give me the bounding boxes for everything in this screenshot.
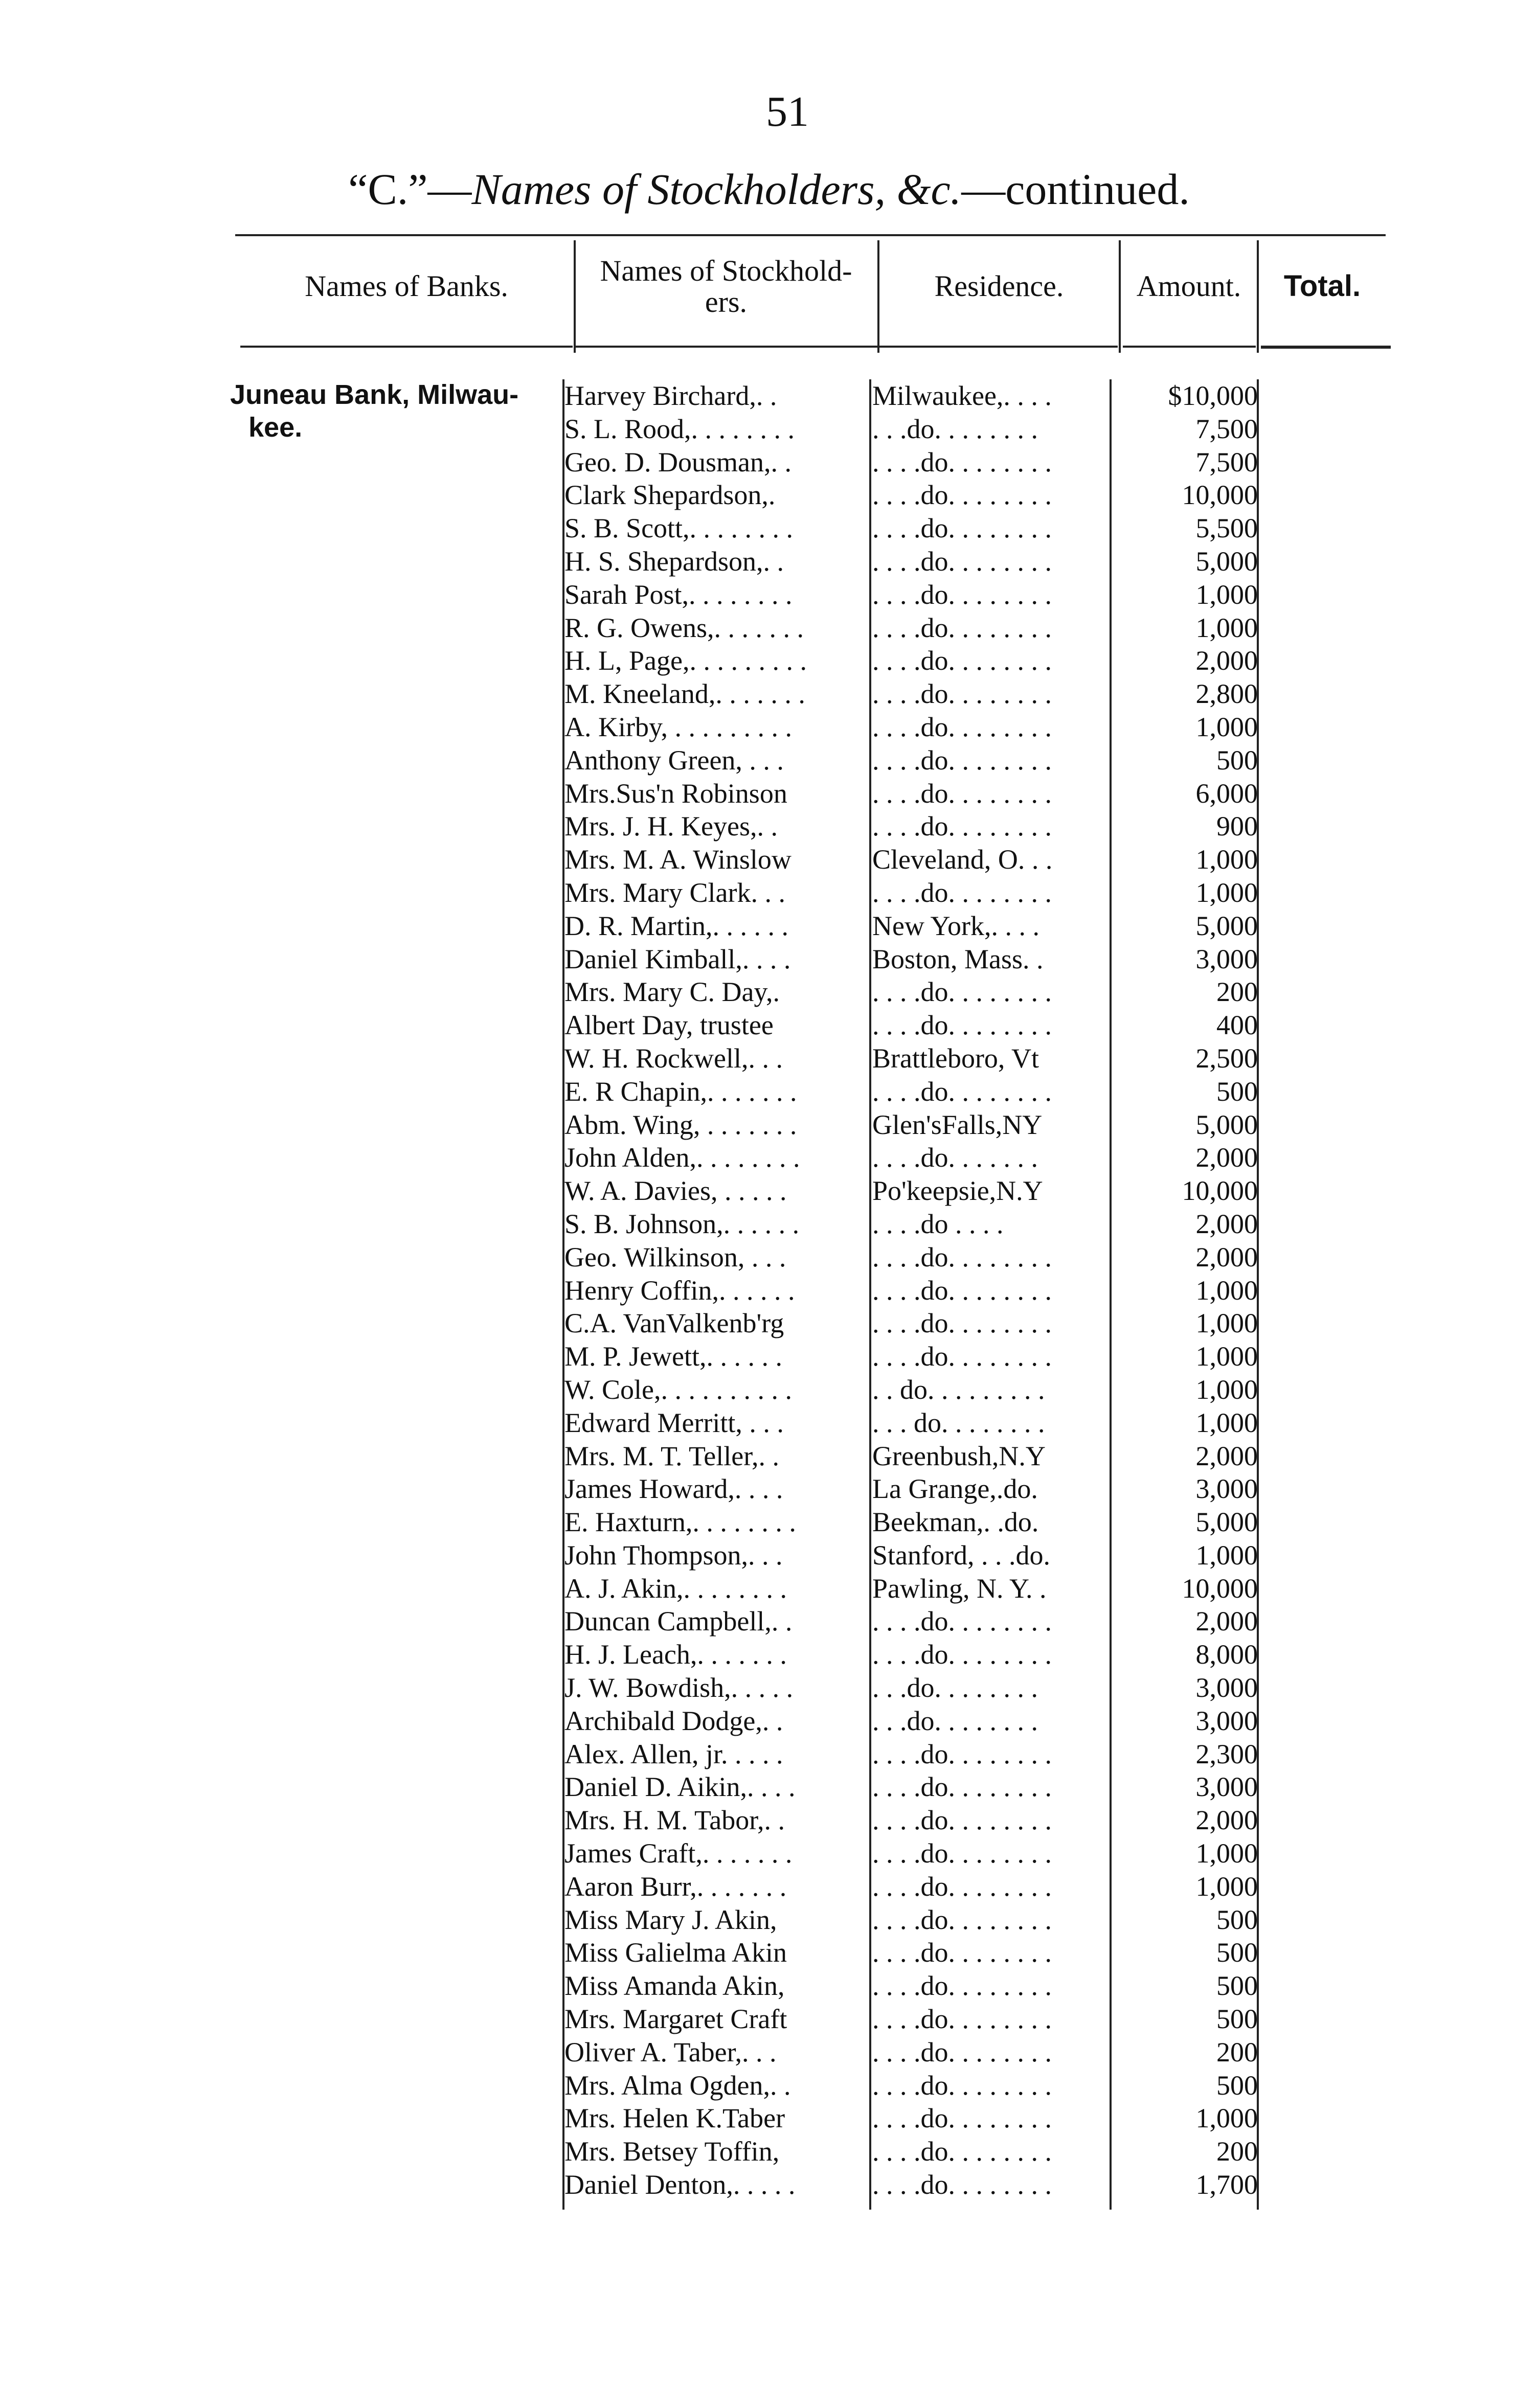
amount-cell: 1,000	[1195, 1308, 1258, 1339]
residence-cell: . . . .do. . . . . . . .	[872, 778, 1052, 809]
stockholder-name: Mrs. J. H. Keyes,. .	[564, 811, 778, 842]
residence-cell: . . . do. . . . . . . .	[872, 1407, 1045, 1438]
residence-cell: . . . .do. . . . . . . .	[872, 1308, 1052, 1339]
stockholder-name: Miss Galielma Akin	[564, 1937, 787, 1968]
residence-cell: . . . .do. . . . . . . .	[872, 480, 1052, 511]
amount-cell: 1,000	[1195, 2103, 1258, 2134]
table-row	[0, 1174, 1538, 1208]
table-row	[0, 2135, 1538, 2168]
table-row	[0, 1738, 1538, 1771]
residence-cell: Beekman,. .do.	[872, 1507, 1039, 1538]
stockholder-name: H. S. Shepardson,. .	[564, 546, 784, 577]
stockholder-name: W. A. Davies, . . . . .	[564, 1175, 787, 1207]
table-row	[0, 1307, 1538, 1340]
stockholder-name: H. L, Page,. . . . . . . . .	[564, 645, 807, 676]
table-row	[0, 1208, 1538, 1241]
amount-cell: 1,000	[1195, 1275, 1258, 1306]
amount-cell: 1,000	[1195, 1407, 1258, 1438]
amount-cell: 10,000	[1182, 1175, 1258, 1207]
amount-cell: 1,000	[1195, 877, 1258, 908]
table-row	[0, 1274, 1538, 1307]
amount-cell: $10,000	[1168, 380, 1258, 411]
table-row	[0, 1506, 1538, 1539]
table-row	[0, 677, 1538, 711]
residence-cell: Pawling, N. Y. .	[872, 1573, 1047, 1604]
divider-bank-name	[574, 240, 576, 353]
page-number: 51	[766, 88, 809, 135]
stockholder-name: Abm. Wing, . . . . . . .	[564, 1109, 797, 1140]
stockholder-name: R. G. Owens,. . . . . . .	[564, 612, 804, 643]
table-row	[0, 1671, 1538, 1705]
stockholder-name: Anthony Green, . . .	[564, 744, 784, 776]
amount-cell: 2,800	[1195, 678, 1258, 710]
table-row	[0, 876, 1538, 910]
stockholder-name: Duncan Campbell,. .	[564, 1606, 793, 1637]
header-rule-middle	[576, 346, 1118, 348]
stockholder-name: Albert Day, trustee	[564, 1010, 774, 1041]
heading-prefix: “C.”—	[348, 165, 472, 214]
residence-cell: . . . .do. . . . . . . .	[872, 1838, 1052, 1869]
amount-cell: 1,000	[1195, 844, 1258, 875]
residence-cell: . . . .do. . . . . . . .	[872, 1341, 1052, 1372]
stockholder-name: Mrs.Sus'n Robinson	[564, 778, 787, 809]
stockholder-name: Mrs. M. A. Winslow	[564, 844, 791, 875]
stockholder-name: M. Kneeland,. . . . . . .	[564, 678, 805, 710]
amount-cell: 2,000	[1195, 1142, 1258, 1173]
table-row	[0, 2003, 1538, 2036]
residence-cell: La Grange,.do.	[872, 1473, 1038, 1505]
stockholder-name: Geo. Wilkinson, . . .	[564, 1241, 786, 1273]
column-header-stockholders	[578, 256, 874, 318]
table-row	[0, 943, 1538, 976]
divider-name-residence	[877, 240, 879, 353]
stockholder-name: Mrs. Mary Clark. . .	[564, 877, 785, 908]
stockholder-name: Mrs. H. M. Tabor,. .	[564, 1805, 785, 1836]
stockholder-name: S. L. Rood,. . . . . . . .	[564, 413, 795, 444]
residence-cell: . . . .do. . . . . . . .	[872, 811, 1052, 842]
amount-cell: 2,000	[1195, 1606, 1258, 1637]
amount-cell: 1,700	[1195, 2169, 1258, 2200]
table-row	[0, 910, 1538, 943]
residence-cell: . . . .do. . . . . . . .	[872, 2169, 1052, 2200]
residence-cell: . . . .do. . . . . . . .	[872, 744, 1052, 776]
residence-cell: Po'keepsie,N.Y	[872, 1175, 1043, 1207]
residence-cell: . . .do. . . . . . . .	[872, 413, 1038, 444]
stockholder-name: Mrs. Alma Ogden,. .	[564, 2070, 791, 2101]
stockholder-name: D. R. Martin,. . . . . .	[564, 910, 788, 941]
residence-cell: Stanford, . . .do.	[872, 1539, 1050, 1571]
residence-cell: . . . .do. . . . . . . .	[872, 446, 1052, 478]
column-header-banks: Names of Banks.	[305, 269, 508, 303]
header-rule-amount	[1123, 346, 1256, 348]
amount-cell: 6,000	[1195, 778, 1258, 809]
amount-cell: 1,000	[1195, 1341, 1258, 1372]
table-row	[0, 2036, 1538, 2069]
amount-cell: 1,000	[1195, 1838, 1258, 1869]
amount-cell: 5,000	[1195, 1507, 1258, 1538]
table-row	[0, 1903, 1538, 1937]
amount-cell: 1,000	[1195, 612, 1258, 643]
stockholder-name: John Alden,. . . . . . . .	[564, 1142, 800, 1173]
stockholder-name: S. B. Scott,. . . . . . . .	[564, 513, 794, 544]
stockholder-name: M. P. Jewett,. . . . . .	[564, 1341, 783, 1372]
table-row	[0, 1804, 1538, 1837]
residence-cell: Brattleboro, Vt	[872, 1042, 1039, 1074]
residence-cell: Glen'sFalls,NY	[872, 1109, 1043, 1140]
bank-name-line2: kee.	[248, 412, 303, 443]
residence-cell: . . . .do. . . . . . . .	[872, 976, 1052, 1008]
table-row	[0, 1572, 1538, 1605]
amount-cell: 10,000	[1182, 1573, 1258, 1604]
table-row	[0, 1241, 1538, 1274]
column-header-residence: Residence.	[934, 269, 1064, 303]
amount-cell: 2,000	[1195, 1208, 1258, 1239]
residence-cell: . . . .do. . . . . . . .	[872, 1871, 1052, 1902]
stockholder-table	[0, 379, 1538, 2201]
table-row	[0, 446, 1538, 479]
residence-cell: . . . .do. . . . . . . .	[872, 1275, 1052, 1306]
table-row	[0, 1770, 1538, 1804]
stockholder-name: Mrs. Betsey Toffin,	[564, 2136, 780, 2167]
table-row	[0, 1969, 1538, 2003]
heading-title: Names of Stockholders, &c.	[471, 165, 962, 214]
stockholder-name: A. Kirby, . . . . . . . . .	[564, 711, 792, 742]
stockholder-name: Mrs. Helen K.Taber	[564, 2103, 785, 2134]
residence-cell: . . .do. . . . . . . .	[872, 1672, 1038, 1703]
table-row	[0, 1373, 1538, 1406]
residence-cell: . . . .do. . . . . . . .	[872, 1639, 1052, 1670]
column-header-stockholders-line2: ers.	[705, 285, 748, 319]
stockholder-name: W. Cole,. . . . . . . . . .	[564, 1374, 792, 1405]
stockholder-name: Clark Shepardson,.	[564, 480, 776, 511]
residence-cell: . . . .do. . . . . . . .	[872, 1771, 1052, 1803]
residence-cell: . . . .do. . . . . . . .	[872, 612, 1052, 643]
amount-cell: 8,000	[1195, 1639, 1258, 1670]
stockholder-name: Harvey Birchard,. .	[564, 380, 777, 411]
amount-cell: 2,300	[1195, 1738, 1258, 1769]
stockholder-name: Daniel Denton,. . . . .	[564, 2169, 796, 2200]
residence-cell: . . . .do. . . . . . . .	[872, 1970, 1052, 2002]
residence-cell: . . . .do. . . . . . . .	[872, 1010, 1052, 1041]
stockholder-name: Miss Amanda Akin,	[564, 1970, 785, 2002]
column-header-total: Total.	[1283, 269, 1361, 303]
amount-cell: 3,000	[1195, 1473, 1258, 1505]
table-row	[0, 1605, 1538, 1638]
table-row	[0, 1009, 1538, 1042]
residence-cell: Boston, Mass. .	[872, 943, 1044, 974]
heading-suffix: —continued.	[961, 165, 1190, 214]
amount-cell: 1,000	[1195, 1374, 1258, 1405]
stockholder-name: A. J. Akin,. . . . . . . .	[564, 1573, 787, 1604]
amount-cell: 400	[1216, 1010, 1258, 1041]
residence-cell: Milwaukee,. . . .	[872, 380, 1052, 411]
table-row	[0, 744, 1538, 777]
table-row	[0, 1870, 1538, 1903]
table-row	[0, 777, 1538, 810]
table-row	[0, 1539, 1538, 1572]
amount-cell: 500	[1216, 1937, 1258, 1968]
table-row	[0, 1406, 1538, 1440]
amount-cell: 10,000	[1182, 480, 1258, 511]
stockholder-name: S. B. Johnson,. . . . . .	[564, 1208, 800, 1239]
column-header-amount: Amount.	[1136, 269, 1241, 303]
table-row	[0, 1472, 1538, 1506]
residence-cell: . . . .do. . . . . . . .	[872, 1904, 1052, 1935]
stockholder-name: Alex. Allen, jr. . . . .	[564, 1738, 783, 1769]
residence-cell: . . . .do. . . . . . . .	[872, 645, 1052, 676]
table-row	[0, 1042, 1538, 1075]
table-row	[0, 1638, 1538, 1671]
stockholder-name: H. J. Leach,. . . . . . .	[564, 1639, 787, 1670]
table-row	[0, 1340, 1538, 1373]
table-row	[0, 413, 1538, 446]
amount-cell: 3,000	[1195, 1705, 1258, 1736]
amount-cell: 3,000	[1195, 1672, 1258, 1703]
table-row	[0, 1141, 1538, 1174]
amount-cell: 1,000	[1195, 1539, 1258, 1571]
amount-cell: 2,000	[1195, 645, 1258, 676]
stockholder-name: Geo. D. Dousman,. .	[564, 446, 791, 478]
residence-cell: Greenbush,N.Y	[872, 1440, 1046, 1471]
amount-cell: 500	[1216, 2070, 1258, 2101]
amount-cell: 2,000	[1195, 1241, 1258, 1273]
stockholder-name: Sarah Post,. . . . . . . .	[564, 579, 793, 610]
table-row	[0, 1440, 1538, 1473]
residence-cell: . . . .do . . . .	[872, 1208, 1004, 1239]
table-row	[0, 611, 1538, 645]
column-header-stockholders-line1: Names of Stockhold-	[600, 254, 852, 287]
stockholder-name: James Howard,. . . .	[564, 1473, 783, 1505]
amount-cell: 500	[1216, 2004, 1258, 2035]
amount-cell: 5,500	[1195, 513, 1258, 544]
residence-cell: New York,. . . .	[872, 910, 1040, 941]
stockholder-name: James Craft,. . . . . . .	[564, 1838, 793, 1869]
residence-cell: . . . .do. . . . . . . .	[872, 877, 1052, 908]
divider-amount-total	[1257, 240, 1259, 353]
amount-cell: 200	[1216, 2136, 1258, 2167]
residence-cell: . . . .do. . . . . . . .	[872, 1606, 1052, 1637]
table-row	[0, 975, 1538, 1009]
stockholder-name: J. W. Bowdish,. . . . .	[564, 1672, 794, 1703]
stockholder-name: Edward Merritt, . . .	[564, 1407, 784, 1438]
stockholder-name: W. H. Rockwell,. . .	[564, 1042, 783, 1074]
amount-cell: 3,000	[1195, 1771, 1258, 1803]
amount-cell: 500	[1216, 1904, 1258, 1935]
residence-cell: . . . .do. . . . . . . .	[872, 579, 1052, 610]
stockholder-name: Miss Mary J. Akin,	[564, 1904, 777, 1935]
table-row	[0, 711, 1538, 744]
amount-cell: 2,000	[1195, 1440, 1258, 1471]
stockholder-name: E. Haxturn,. . . . . . . .	[564, 1507, 796, 1538]
amount-cell: 500	[1216, 744, 1258, 776]
header-rule-banks	[240, 346, 573, 348]
page-heading	[0, 164, 1538, 215]
stockholder-name: Oliver A. Taber,. . .	[564, 2036, 777, 2068]
amount-cell: 7,500	[1195, 446, 1258, 478]
table-row	[0, 810, 1538, 843]
amount-cell: 1,000	[1195, 1871, 1258, 1902]
residence-cell: . . . .do. . . . . . . .	[872, 2136, 1052, 2167]
table-row	[0, 479, 1538, 512]
residence-cell: . . . .do. . . . . . . .	[872, 2070, 1052, 2101]
residence-cell: . . . .do. . . . . . . .	[872, 2004, 1052, 2035]
table-row	[0, 1108, 1538, 1142]
amount-cell: 5,000	[1195, 1109, 1258, 1140]
table-row	[0, 545, 1538, 578]
stockholder-name: Mrs. Mary C. Day,.	[564, 976, 780, 1008]
stockholder-name: Daniel D. Aikin,. . . .	[564, 1771, 796, 1803]
table-row	[0, 2069, 1538, 2102]
table-row	[0, 1075, 1538, 1108]
residence-cell: . . . .do. . . . . . . .	[872, 678, 1052, 710]
residence-cell: . . . .do. . . . . . . .	[872, 711, 1052, 742]
amount-cell: 2,500	[1195, 1042, 1258, 1074]
table-row	[0, 1837, 1538, 1870]
table-row	[0, 843, 1538, 876]
stockholder-name: E. R Chapin,. . . . . . .	[564, 1076, 797, 1107]
stockholder-name: C.A. VanValkenb'rg	[564, 1308, 784, 1339]
table-row	[0, 644, 1538, 677]
residence-cell: . . do. . . . . . . . .	[872, 1374, 1045, 1405]
amount-cell: 900	[1216, 811, 1258, 842]
stockholder-name: Aaron Burr,. . . . . . .	[564, 1871, 787, 1902]
residence-cell: . . . .do. . . . . . . .	[872, 1738, 1052, 1769]
stockholder-name: Mrs. M. T. Teller,. .	[564, 1440, 780, 1471]
amount-cell: 200	[1216, 976, 1258, 1008]
top-rule	[235, 234, 1386, 236]
residence-cell: . . . .do. . . . . . . .	[872, 1805, 1052, 1836]
residence-cell: . . . .do. . . . . . . .	[872, 513, 1052, 544]
residence-cell: Cleveland, O. . .	[872, 844, 1053, 875]
table-row	[0, 379, 1538, 413]
header-rule-total	[1261, 346, 1391, 349]
amount-cell: 500	[1216, 1970, 1258, 2002]
amount-cell: 200	[1216, 2036, 1258, 2068]
residence-cell: . . . .do. . . . . . . .	[872, 1076, 1052, 1107]
stockholder-name: John Thompson,. . .	[564, 1539, 783, 1571]
amount-cell: 5,000	[1195, 546, 1258, 577]
residence-cell: . . . .do. . . . . . . .	[872, 1937, 1052, 1968]
residence-cell: . . . .do. . . . . . . .	[872, 2103, 1052, 2134]
table-row	[0, 2168, 1538, 2201]
stockholder-name: Mrs. Margaret Craft	[564, 2004, 787, 2035]
amount-cell: 500	[1216, 1076, 1258, 1107]
amount-cell: 1,000	[1195, 711, 1258, 742]
amount-cell: 5,000	[1195, 910, 1258, 941]
divider-residence-amount	[1119, 240, 1121, 353]
stockholder-name: Henry Coffin,. . . . . .	[564, 1275, 795, 1306]
residence-cell: . . . .do. . . . . . .	[872, 1142, 1038, 1173]
amount-cell: 3,000	[1195, 943, 1258, 974]
table-row	[0, 1705, 1538, 1738]
table-row	[0, 512, 1538, 545]
table-row	[0, 578, 1538, 611]
amount-cell: 2,000	[1195, 1805, 1258, 1836]
residence-cell: . . .do. . . . . . . .	[872, 1705, 1038, 1736]
table-row	[0, 1936, 1538, 1969]
amount-cell: 7,500	[1195, 413, 1258, 444]
residence-cell: . . . .do. . . . . . . .	[872, 2036, 1052, 2068]
bank-name-line1: Juneau Bank, Milwau-	[230, 379, 519, 410]
stockholder-name: Archibald Dodge,. .	[564, 1705, 783, 1736]
stockholder-name: Daniel Kimball,. . . .	[564, 943, 791, 974]
residence-cell: . . . .do. . . . . . . .	[872, 546, 1052, 577]
residence-cell: . . . .do. . . . . . . .	[872, 1241, 1052, 1273]
table-row	[0, 2102, 1538, 2135]
amount-cell: 1,000	[1195, 579, 1258, 610]
